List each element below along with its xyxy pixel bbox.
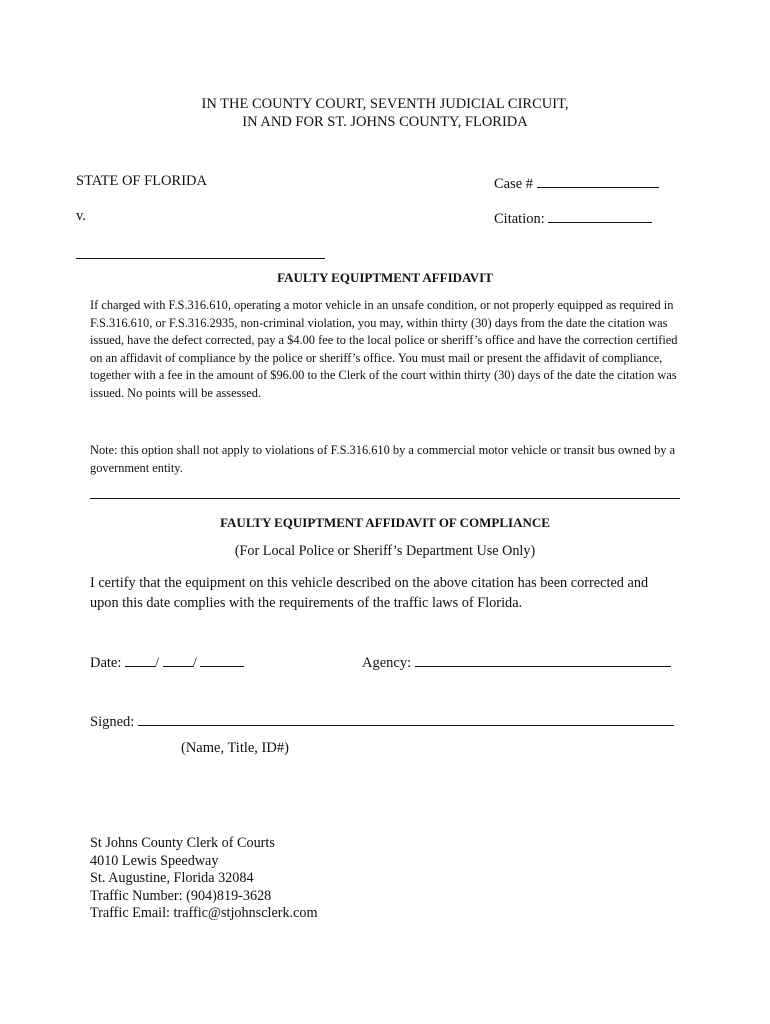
date-label: Date:: [90, 655, 122, 671]
date-day-line[interactable]: [163, 652, 193, 667]
date-month-line[interactable]: [125, 652, 155, 667]
case-number-field[interactable]: [494, 173, 659, 193]
citation-label: Citation:: [494, 211, 545, 227]
case-number-label: Case #: [494, 176, 534, 192]
signed-label: Signed:: [90, 714, 135, 730]
clerk-name: St Johns County Clerk of Courts: [90, 835, 275, 851]
signed-hint: (Name, Title, ID#): [181, 740, 289, 756]
affidavit-body: If charged with F.S.316.610, operating a motor vehicle in an unsafe condition, or not properly equipped as required in F.S.316.610, or F.S.316.2935, non-criminal violation, you may, within thirty (30) days from the date the citation was issued, have the defect corrected, pay a $4.00 fee to the local police or sheriff’s office and have the correction certified on an affidavit of compliance by the police or sheriff’s office. You must mail or present the affidavit of compliance, together with a fee in the amount of $96.00 to the Clerk of the court within thirty (30) days of the date the citation was issued. No points will be assessed.: [90, 298, 678, 400]
agency-line[interactable]: [415, 652, 671, 667]
certify-statement: I certify that the equipment on this vehicle described on the above citation has been corrected and upon this date complies with the requirements of the traffic laws of Florida.: [90, 575, 649, 611]
date-field[interactable]: [90, 652, 244, 672]
citation-line[interactable]: [548, 208, 652, 223]
plaintiff-label: STATE OF FLORIDA: [76, 173, 207, 189]
versus-label: v.: [76, 208, 86, 224]
court-header-line2: IN AND FOR ST. JOHNS COUNTY, FLORIDA: [242, 114, 528, 130]
clerk-street: 4010 Lewis Speedway: [90, 852, 219, 869]
court-header-line1: IN THE COUNTY COURT, SEVENTH JUDICIAL CIRCUIT,: [201, 96, 569, 112]
signed-field[interactable]: [90, 711, 674, 731]
affidavit-title: FAULTY EQUIPTMENT AFFIDAVIT: [277, 270, 493, 285]
clerk-email: Traffic Email: traffic@stjohnsclerk.com: [90, 905, 318, 921]
clerk-city: St. Augustine, Florida 32084: [90, 870, 254, 886]
agency-label: Agency:: [362, 655, 412, 671]
signature-line[interactable]: [138, 711, 674, 726]
date-separator: /: [192, 655, 197, 671]
case-number-line[interactable]: [537, 173, 659, 188]
agency-field[interactable]: [362, 652, 671, 672]
date-year-line[interactable]: [200, 652, 244, 667]
citation-field[interactable]: [494, 208, 652, 228]
compliance-subtitle: (For Local Police or Sheriff’s Department Use Only): [234, 543, 536, 559]
defendant-name-line[interactable]: [76, 258, 325, 259]
section-divider: [90, 498, 680, 499]
compliance-title: FAULTY EQUIPTMENT AFFIDAVIT OF COMPLIANCE: [220, 515, 550, 530]
clerk-phone: Traffic Number: (904)819-3628: [90, 887, 272, 904]
clerk-address-block: [90, 835, 318, 923]
date-separator: /: [155, 655, 160, 671]
affidavit-note: Note: this option shall not apply to violations of F.S.316.610 by a commercial motor vehicle or transit bus owned by a government entity.: [90, 443, 676, 475]
